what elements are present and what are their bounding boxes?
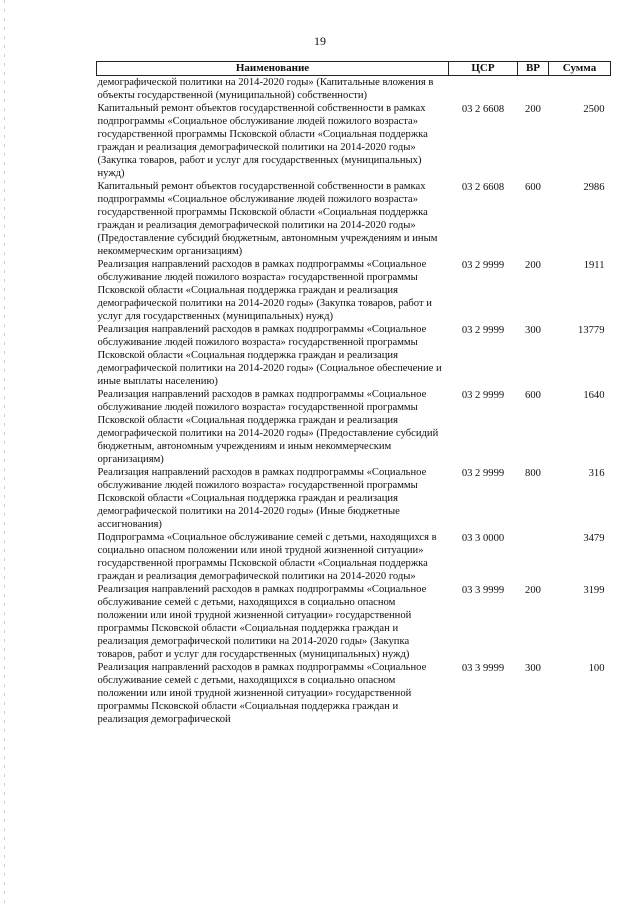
row-vr (518, 76, 549, 103)
table-row (97, 531, 611, 583)
row-csr (449, 76, 518, 103)
table-row (97, 76, 611, 103)
page-number: 19 (314, 34, 326, 48)
row-name: Реализация направлений расходов в рамках подпрограммы «Социальное обслуживание людей пожилого возраста» государственной программы Псковской области «Социальная поддержка граждан и реализация демографической политики на 2014-2020 годы» (Социальное обеспечение и иные выплаты населению) (97, 324, 442, 387)
row-csr: 03 3 0000 (461, 533, 505, 544)
row-sum: 13779 (578, 325, 605, 336)
table-row (97, 388, 611, 466)
row-sum: 2986 (583, 182, 605, 193)
row-sum: 2500 (583, 104, 605, 115)
row-csr: 03 3 9999 (461, 585, 505, 596)
row-sum: 3199 (583, 585, 605, 596)
table-row (97, 180, 611, 258)
row-name: демографической политики на 2014-2020 годы» (Капитальные вложения в объекты государственной (муниципальной) собственности) (97, 77, 434, 101)
table-row (97, 583, 611, 661)
row-sum: 100 (588, 663, 605, 674)
row-name: Реализация направлений расходов в рамках подпрограммы «Социальное обслуживание семей с детьми, находящихся в социально опасном положении или иной трудной жизненной ситуации» государственной программы Псковской области «Социальная поддержка граждан и реализация демографической политики на 2014-2020 годы» (Закупка товаров, работ и услуг для государственных (муниципальных) нужд) (97, 584, 427, 660)
row-name: Капитальный ремонт объектов государственной собственности в рамках подпрограммы «Социальное обслуживание людей пожилого возраста» государственной программы Псковской области «Социальная поддержка граждан и реализация демографической политики на 2014-2020 годы» (Закупка товаров, работ и услуг для государственных (муниципальных) нужд) (97, 103, 428, 179)
row-sum: 3479 (583, 533, 605, 544)
table-row (97, 258, 611, 323)
header-sum: Сумма (549, 62, 611, 76)
row-name: Реализация направлений расходов в рамках подпрограммы «Социальное обслуживание семей с детьми, находящихся в социально опасном положении или иной трудной жизненной ситуации» государственной программы Псковской области «Социальная поддержка граждан и реализация демографической (97, 662, 427, 725)
row-csr: 03 2 9999 (461, 390, 505, 401)
budget-table (96, 61, 611, 726)
row-csr: 03 2 9999 (461, 325, 505, 336)
row-name: Капитальный ремонт объектов государственной собственности в рамках подпрограммы «Социальное обслуживание людей пожилого возраста» государственной программы Псковской области «Социальная поддержка граждан и реализация демографической политики на 2014-2020 годы» (Предоставление субсидий бюджетным, автономным учреждениям и иным некоммерческим организациям) (97, 181, 438, 257)
table-row (97, 102, 611, 180)
header-vr: ВР (518, 62, 549, 76)
row-name: Подпрограмма «Социальное обслуживание семей с детьми, находящихся в социально опасном положении или иной трудной жизненной ситуации» государственной программы Псковской области «Социальная поддержка граждан и реализация демографической политики на 2014-2020 годы» (97, 532, 437, 582)
table-header-row (97, 62, 611, 76)
scan-edge-mark (4, 0, 5, 905)
row-sum: 1911 (583, 260, 605, 271)
table-row (97, 323, 611, 388)
row-name: Реализация направлений расходов в рамках подпрограммы «Социальное обслуживание людей пожилого возраста» государственной программы Псковской области «Социальная поддержка граждан и реализация демографической политики на 2014-2020 годы» (Иные бюджетные ассигнования) (97, 467, 427, 530)
row-csr: 03 2 9999 (461, 260, 505, 271)
row-vr: 200 (525, 104, 541, 115)
row-vr: 600 (525, 182, 541, 193)
table-row (97, 466, 611, 531)
table-row (97, 661, 611, 726)
row-sum (549, 76, 611, 103)
row-csr: 03 2 6608 (461, 104, 505, 115)
row-name: Реализация направлений расходов в рамках подпрограммы «Социальное обслуживание людей пожилого возраста» государственной программы Псковской области «Социальная поддержка граждан и реализация демографической политики на 2014-2020 годы» (Закупка товаров, работ и услуг для государственных (муниципальных) нужд) (97, 259, 432, 322)
row-sum: 1640 (583, 390, 605, 401)
row-vr: 300 (525, 663, 541, 674)
row-csr: 03 2 6608 (461, 182, 505, 193)
header-csr: ЦСР (449, 62, 518, 76)
row-sum: 316 (588, 468, 605, 479)
row-vr (518, 531, 549, 583)
row-vr: 200 (525, 260, 541, 271)
row-vr: 200 (525, 585, 541, 596)
row-csr: 03 3 9999 (461, 663, 505, 674)
header-name: Наименование (97, 62, 449, 76)
row-csr: 03 2 9999 (461, 468, 505, 479)
row-vr: 800 (525, 468, 541, 479)
row-vr: 300 (525, 325, 541, 336)
row-name: Реализация направлений расходов в рамках подпрограммы «Социальное обслуживание людей пожилого возраста» государственной программы Псковской области «Социальная поддержка граждан и реализация демографической политики на 2014-2020 годы» (Предоставление субсидий бюджетным, автономным учреждениям и иным некоммерческим организациям) (97, 389, 439, 465)
row-vr: 600 (525, 390, 541, 401)
